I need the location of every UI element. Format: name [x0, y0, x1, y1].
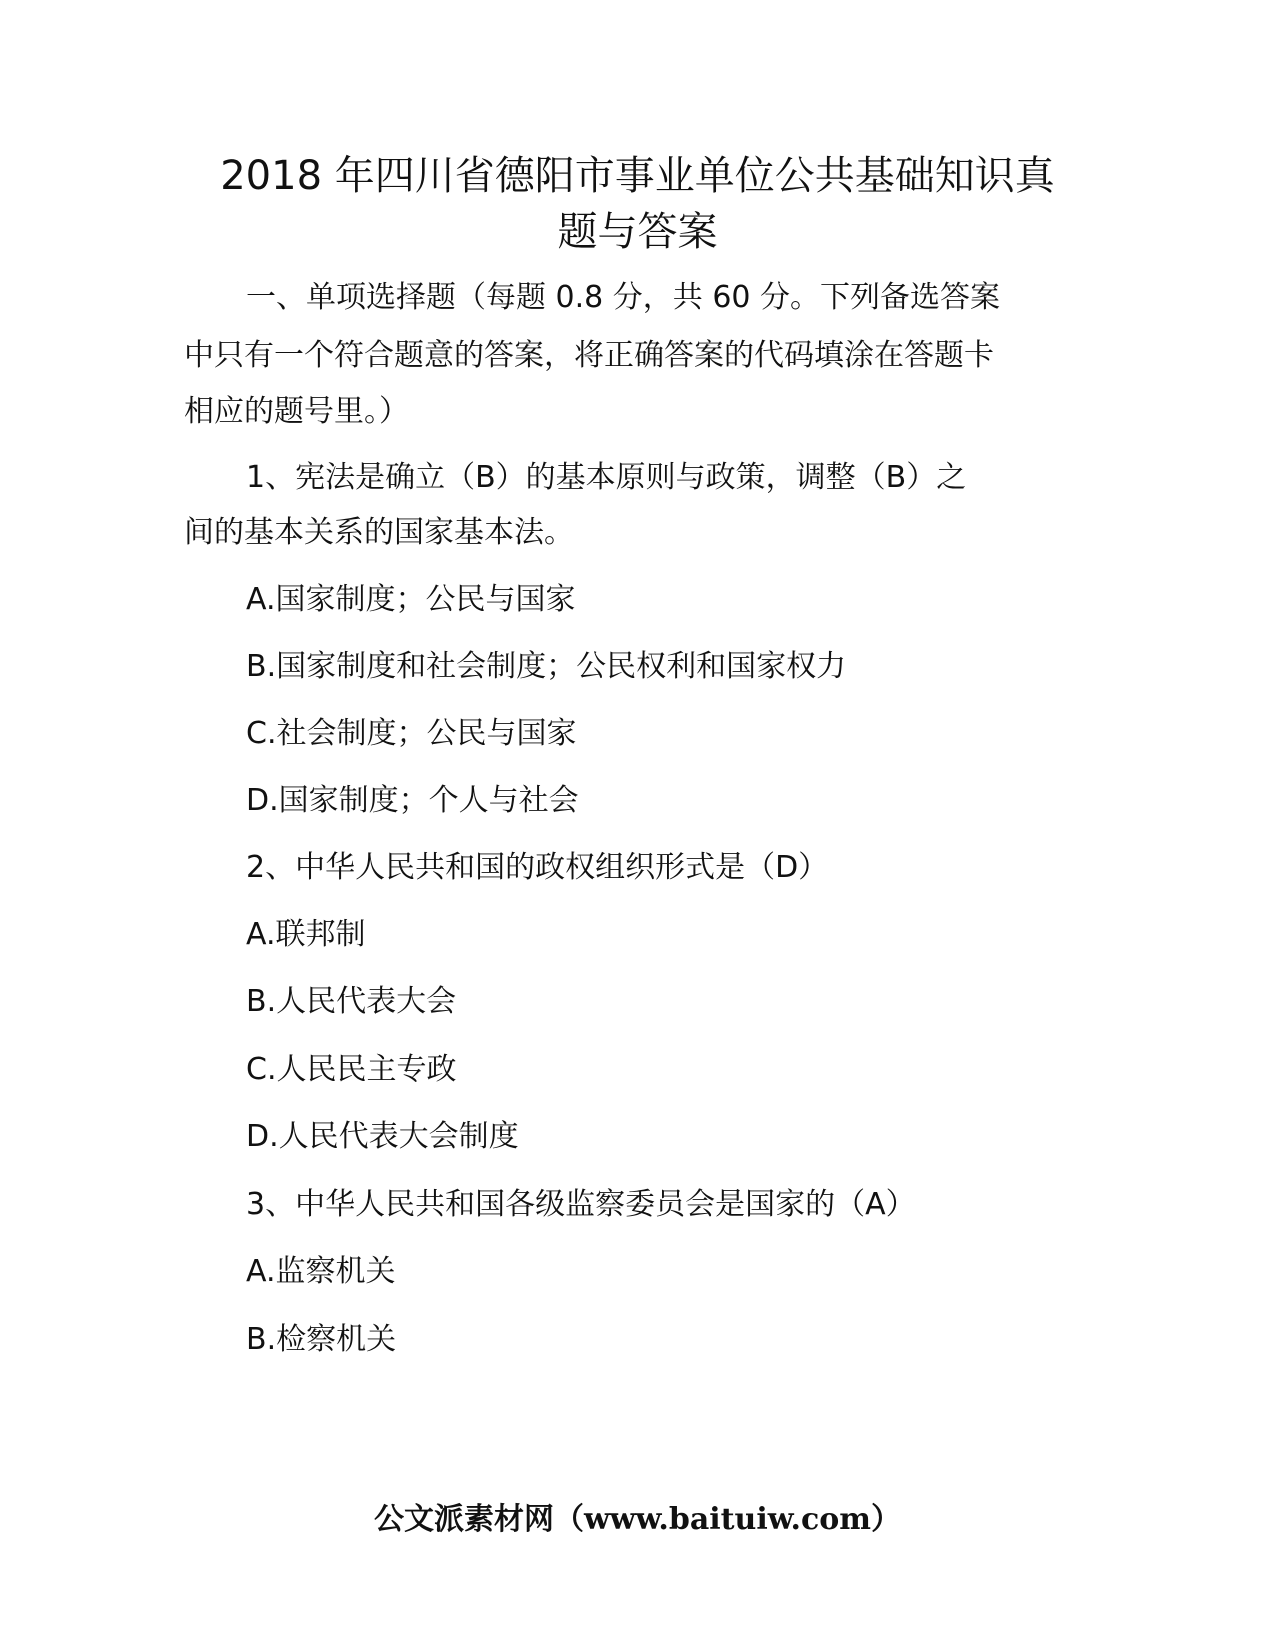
question-2-stem: 2、中华人民共和国的政权组织形式是（D） [246, 850, 829, 885]
question-1-option-b: B.国家制度和社会制度；公民权利和国家权力 [246, 649, 847, 684]
question-3-option-b: B.检察机关 [246, 1322, 397, 1357]
question-3-option-a: A.监察机关 [246, 1254, 396, 1289]
question-1-option-c: C.社会制度；公民与国家 [246, 716, 577, 751]
question-2-option-b: B.人民代表大会 [246, 984, 457, 1019]
question-3-stem: 3、中华人民共和国各级监察委员会是国家的（A） [246, 1187, 916, 1222]
title-line-1: 2018 年四川省德阳市事业单位公共基础知识真 [220, 153, 1055, 199]
question-2-option-a: A.联邦制 [246, 917, 366, 952]
document-title [150, 148, 1125, 260]
question-1-option-d: D.国家制度；个人与社会 [246, 783, 579, 818]
title-line-2: 题与答案 [557, 209, 718, 255]
question-2-option-c: C.人民民主专政 [246, 1052, 457, 1087]
instructions-line-3: 相应的题号里。） [184, 394, 409, 429]
question-2-option-d: D.人民代表大会制度 [246, 1119, 519, 1154]
instructions-line-1: 一、单项选择题（每题 0.8 分，共 60 分。下列备选答案 [246, 280, 1001, 315]
page-footer-source: 公文派素材网（www.baituiw.com） [373, 1502, 902, 1537]
question-1-stem-line-2: 间的基本关系的国家基本法。 [184, 515, 574, 550]
question-1-stem-line-1: 1、宪法是确立（B）的基本原则与政策，调整（B）之 [246, 460, 967, 495]
question-1-option-a: A.国家制度；公民与国家 [246, 582, 576, 617]
instructions-line-2: 中只有一个符合题意的答案，将正确答案的代码填涂在答题卡 [184, 338, 994, 373]
